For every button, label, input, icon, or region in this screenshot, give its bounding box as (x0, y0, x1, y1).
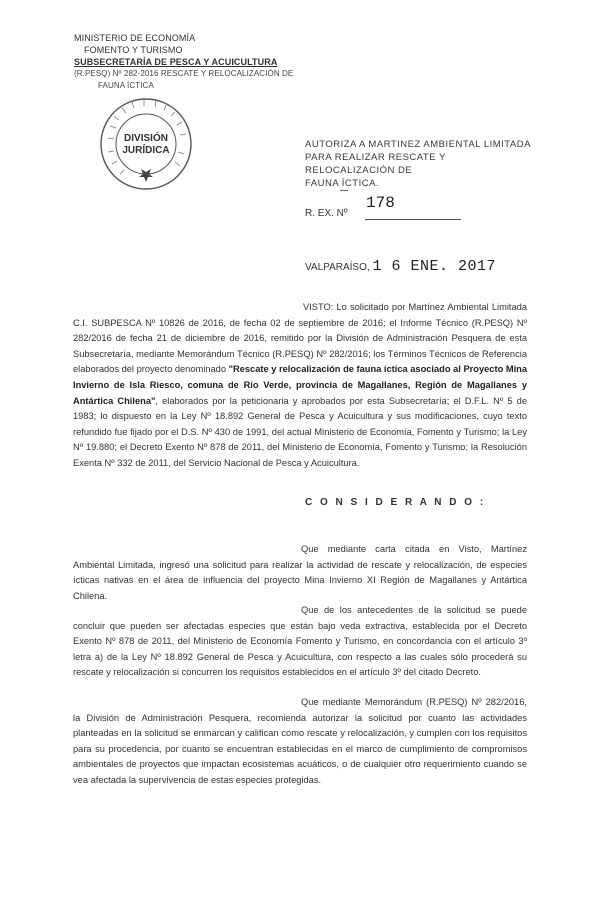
date-line (305, 258, 496, 275)
ministry-line-1: MINISTERIO DE ECONOMÍA (74, 33, 196, 43)
visto-text-2: , elaborados por la peticionaria y aprobados por esta Subsecretaría; el D.F.L. Nº 5 de 1983; lo dispuesto en la Ley Nº 18.892 General de Pesca y Acuicultura y sus modificaciones, cuyo texto refundido fue fijado por el D.S. Nº 430 de 1991, del actual Ministerio de Economía, Fomento y Turismo; la Ley Nº 19.880; el Decreto Exento Nº 878 de 2011, del Ministerio de Economía, Fomento y Turismo; la Resolución Exenta Nº 332 de 2011, del Servicio Nacional de Pesca y Acuicultura. (73, 395, 527, 468)
subsecretaria-line: SUBSECRETARÍA DE PESCA Y ACUICULTURA (74, 57, 278, 67)
paragraph-1-text: Que mediante carta citada en Visto, Martínez Ambiental Limitada, ingresó una solicitud para realizar la actividad de rescate y relocalización, de especies ícticas nativas en el área de influencia del proyecto Mina Invierno XI Región de Magallanes y Antártica Chilena. (73, 544, 527, 601)
visto-project-name: "Rescate y relocalización de fauna íctica asociado al Proyecto Mina Invierno de Isla Riesco, comuna de Río Verde, provincia de Magallanes, Región de Magallanes y Antártica Chilena" (73, 364, 528, 406)
paragraph-3-text: Que mediante Memorándum (R.PESQ) Nº 282/2016, la División de Administración Pesquera, recomienda autorizar la solicitud por cuanto las actividades planteadas en la solicitud se enmarcan y califican como rescate y relocalización, y cumplen con los requisitos para su procedencia, por cuanto se encuentran establecidas en el marco de cumplimiento de compromisos ambientales de proyectos que impactan ecosistemas acuáticos, o de cualquier otro requerimiento cuando se vea afectada la supervivencia de estas especies protegidas. (73, 697, 527, 785)
reference-line-2: FAUNA ÍCTICA (98, 81, 154, 90)
title-line-3: FAUNA ÍCTICA. (305, 178, 380, 189)
title-line-1: AUTORIZA A MARTINEZ AMBIENTAL LIMITADA (305, 139, 531, 150)
resolution-label: R. EX. Nº (305, 208, 348, 219)
resolution-title (305, 138, 535, 190)
letterhead (74, 32, 293, 92)
seal-text-line-1: DIVISIÓN (124, 133, 168, 144)
paragraph-2-text: Que de los antecedentes de la solicitud se puede concluir que pueden ser afectadas especies que están bajo veda extractiva, establecida por el Decreto Exento Nº 878 de 2011, del Ministerio de Economía Fomento y Turismo, en concordancia con el artículo 3º letra a) de la Ley Nº 18.892 General de Pesca y Acuicultura, con respecto a las cuales sólo procederá su rescate y relocalización si concurren los requisitos establecidos en el artículo 3º del citado Decreto. (73, 605, 527, 678)
seal-text-line-2: JURÍDICA (122, 145, 170, 156)
considerando-paragraph-3 (73, 695, 527, 789)
ministry-line-2: FOMENTO Y TURISMO (84, 45, 183, 55)
considerando-heading: C O N S I D E R A N D O : (305, 497, 486, 508)
title-line-2: PARA REALIZAR RESCATE Y RELOCALIZACIÓN DE (305, 152, 446, 176)
considerando-paragraph-2 (73, 603, 527, 681)
resolution-number: 178 (366, 194, 395, 212)
reference-line-1: (R.PESQ) Nº 282-2016 RESCATE Y RELOCALIZACIÓN DE (74, 69, 294, 78)
division-juridica-seal (98, 96, 194, 192)
date-city: VALPARAÍSO, (305, 262, 370, 273)
date-stamp: 1 6 ENE. 2017 (372, 258, 496, 275)
resolution-number-underline (365, 219, 461, 220)
visto-paragraph (73, 300, 527, 472)
underline-dash (340, 190, 348, 191)
considerando-paragraph-1 (73, 542, 527, 604)
visto-lead: VISTO: (303, 302, 334, 312)
visto-text-1: Lo solicitado por Martínez Ambiental Limitada C.I. SUBPESCA Nº 10826 de 2016, de fecha 02 de septiembre de 2016; el Informe Técnico (R.PESQ) Nº 282/2016 de fecha 21 de diciembre de 2016, remitido por la División de Administración Pesquera de esta Subsecretaría, mediante Memorándum Técnico (R.PESQ) Nº 282/2016; los Términos Técnicos de Referencia elaborados del proyecto denominado (73, 302, 527, 375)
